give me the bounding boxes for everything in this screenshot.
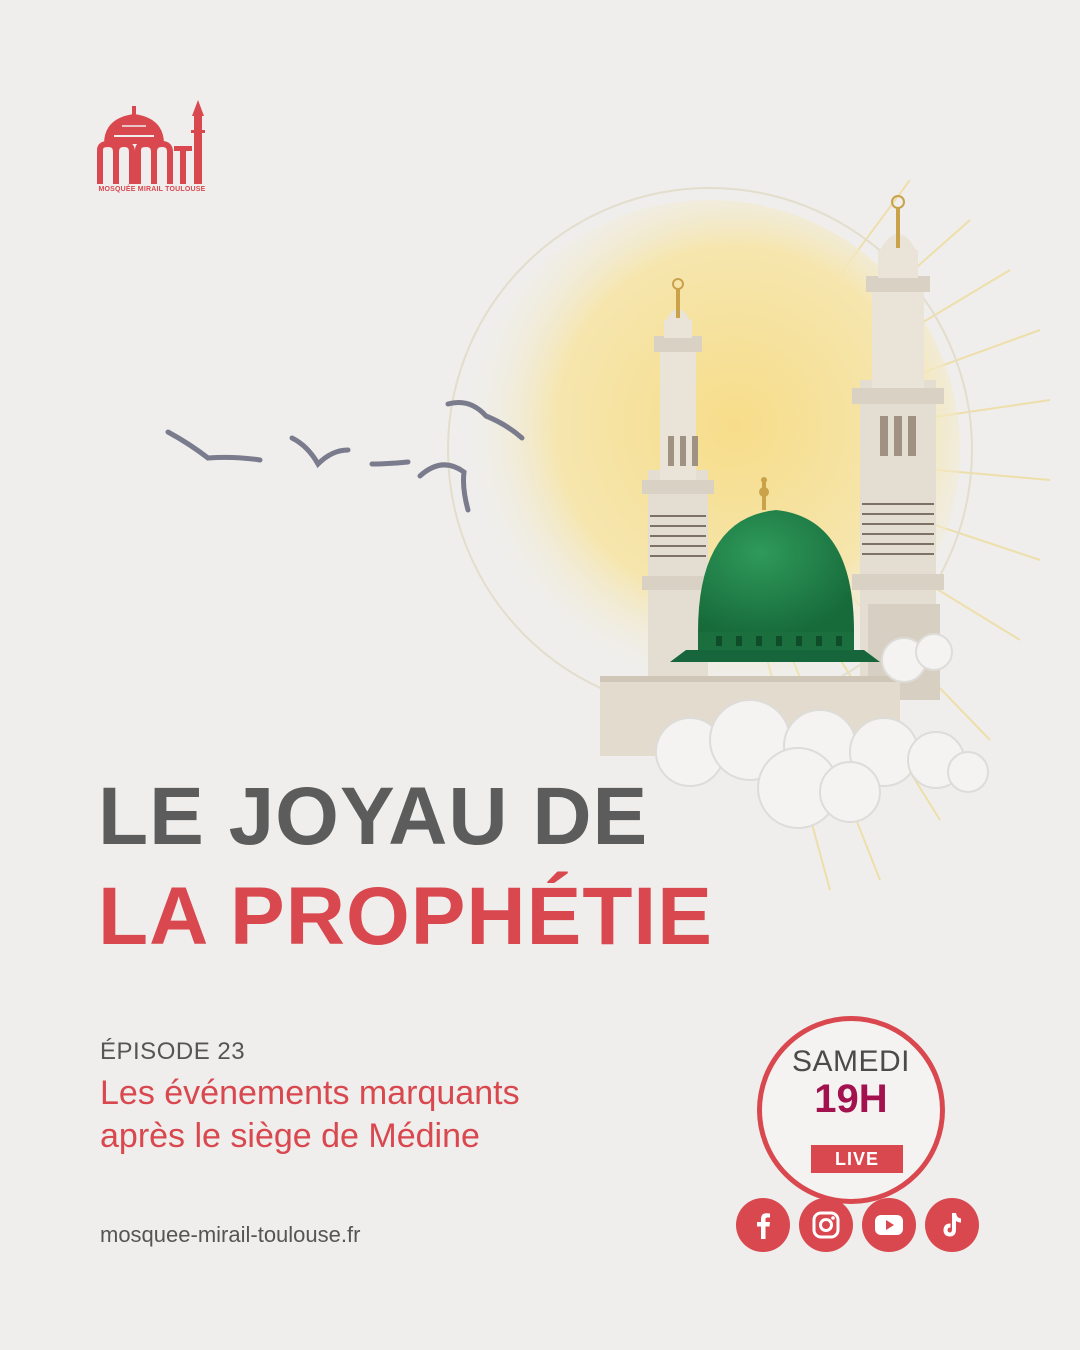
instagram-link[interactable]	[799, 1198, 853, 1252]
subtitle-line-2: après le siège de Médine	[100, 1116, 480, 1155]
schedule-time: 19H	[814, 1077, 888, 1121]
youtube-icon	[862, 1198, 916, 1252]
subtitle-line-1: Les événements marquants	[100, 1074, 520, 1112]
episode-subtitle	[100, 1072, 660, 1157]
title-line-2: LA PROPHÉTIE	[98, 871, 713, 962]
poster-title	[98, 771, 713, 962]
schedule-badge	[757, 1016, 945, 1204]
website-link[interactable]: mosquee-mirail-toulouse.fr	[100, 1222, 361, 1247]
facebook-icon	[736, 1198, 790, 1252]
schedule-day: SAMEDI	[791, 1045, 911, 1078]
facebook-link[interactable]	[736, 1198, 790, 1252]
live-label: LIVE	[811, 1145, 903, 1173]
mosque-logo-icon	[96, 96, 208, 188]
episode-number: ÉPISODE 23	[100, 1038, 246, 1065]
instagram-icon	[799, 1198, 853, 1252]
youtube-link[interactable]	[862, 1198, 916, 1252]
tiktok-link[interactable]	[925, 1198, 979, 1252]
title-line-1: LE JOYAU DE	[98, 771, 649, 862]
logo-caption: MOSQUÉE MIRAIL TOULOUSE	[98, 186, 206, 193]
tiktok-icon	[925, 1198, 979, 1252]
social-links	[736, 1198, 986, 1252]
